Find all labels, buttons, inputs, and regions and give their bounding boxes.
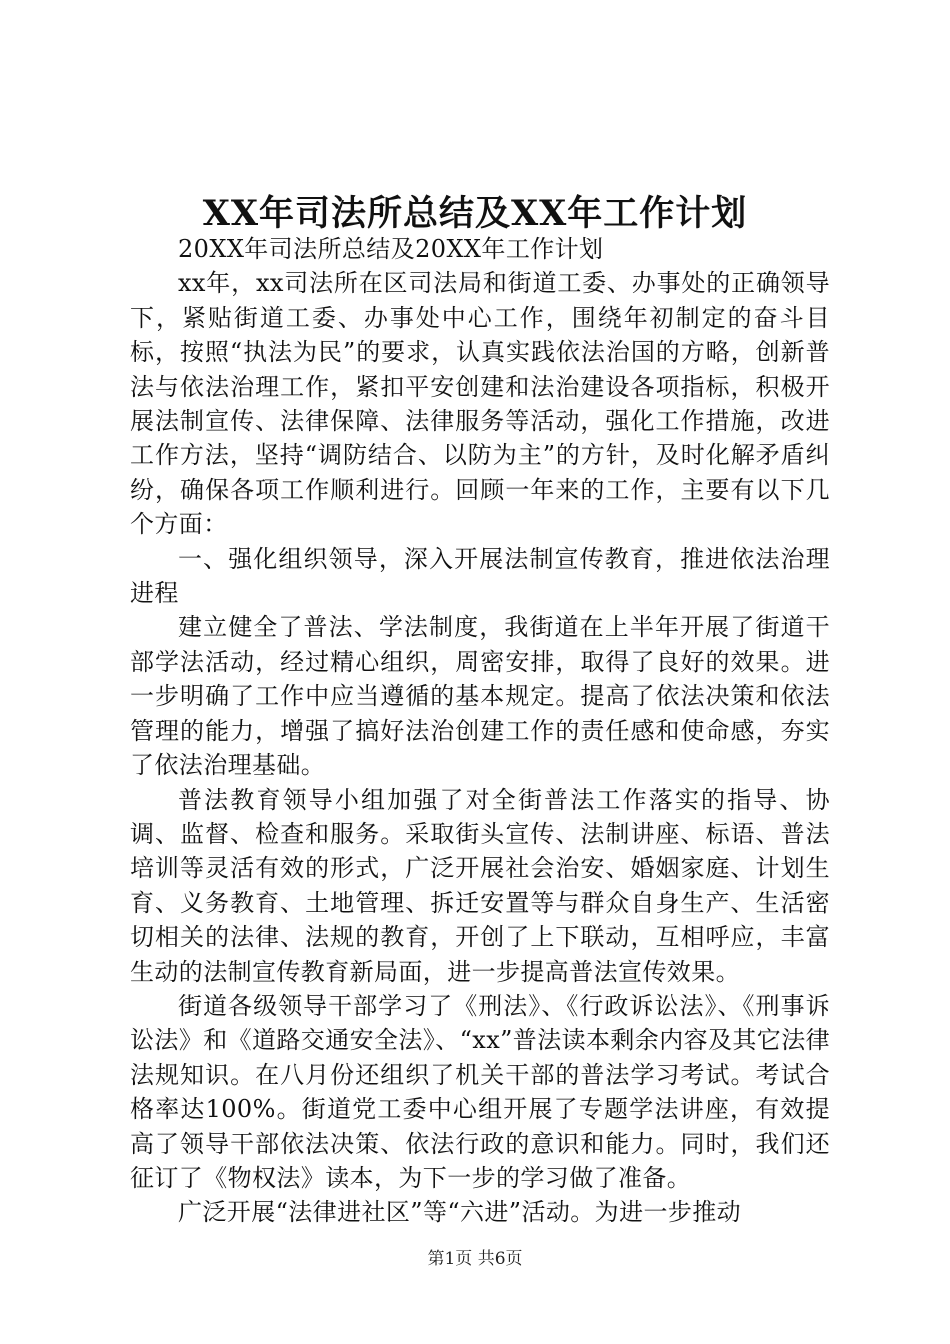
document-subtitle: 20XX年司法所总结及20XX年工作计划 xyxy=(178,235,604,263)
section-heading-1: 一、强化组织领导，深入开展法制宣传教育，推进依法治理进程 xyxy=(130,544,830,608)
page-footer: 第1页 共6页 xyxy=(427,1249,523,1269)
paragraph-legal-education: 普法教育领导小组加强了对全街普法工作落实的指导、协调、监督、检查和服务。采取街头宣传、法制讲座、标语、普法培训等灵活有效的形式，广泛开展社会治安、婚姻家庭、计划生育、义务教育、土地管理、拆迁安置等与群众自身生产、生活密切相关的法律、法规的教育，开创了上下联动，互相呼应，丰富生动的法制宣传教育新局面，进一步提高普法宣传效果。 xyxy=(130,785,830,986)
paragraph-leader-study: 街道各级领导干部学习了《刑法》、《行政诉讼法》、《刑事诉讼法》和《道路交通安全法》、“xx”普法读本剩余内容及其它法律法规知识。在八月份还组织了机关干部的普法学习考试。考试合格率达100%。街道党工委中心组开展了专题学法讲座，有效提高了领导干部依法决策、依法行政的意识和能力。同时，我们还征订了《物权法》读本，为下一步的学习做了准备。 xyxy=(130,991,831,1192)
document-body xyxy=(130,232,830,1230)
paragraph-intro: xx年，xx司法所在区司法局和街道工委、办事处的正确领导下，紧贴街道工委、办事处中心工作，围绕年初制定的奋斗目标，按照“执法为民”的要求，认真实践依法治国的方略，创新普法与依法治理工作，紧扣平安创建和法治建设各项指标，积极开展法制宣传、法律保障、法律服务等活动，强化工作措施，改进工作方法，坚持“调防结合、以防为主”的方针，及时化解矛盾纠纷，确保各项工作顺利进行。回顾一年来的工作，主要有以下几个方面： xyxy=(130,269,830,539)
paragraph-study-system: 建立健全了普法、学法制度，我街道在上半年开展了街道干部学法活动，经过精心组织，周密安排，取得了良好的效果。进一步明确了工作中应当遵循的基本规定。提高了依法决策和依法管理的能力，增强了搞好法治创建工作的责任感和使命感，夯实了依法治理基础。 xyxy=(130,613,830,780)
paragraph-six-entries: 广泛开展“法律进社区”等“六进”活动。为进一步推动 xyxy=(178,1198,742,1227)
document-title: XX年司法所总结及XX年工作计划 xyxy=(202,193,748,234)
